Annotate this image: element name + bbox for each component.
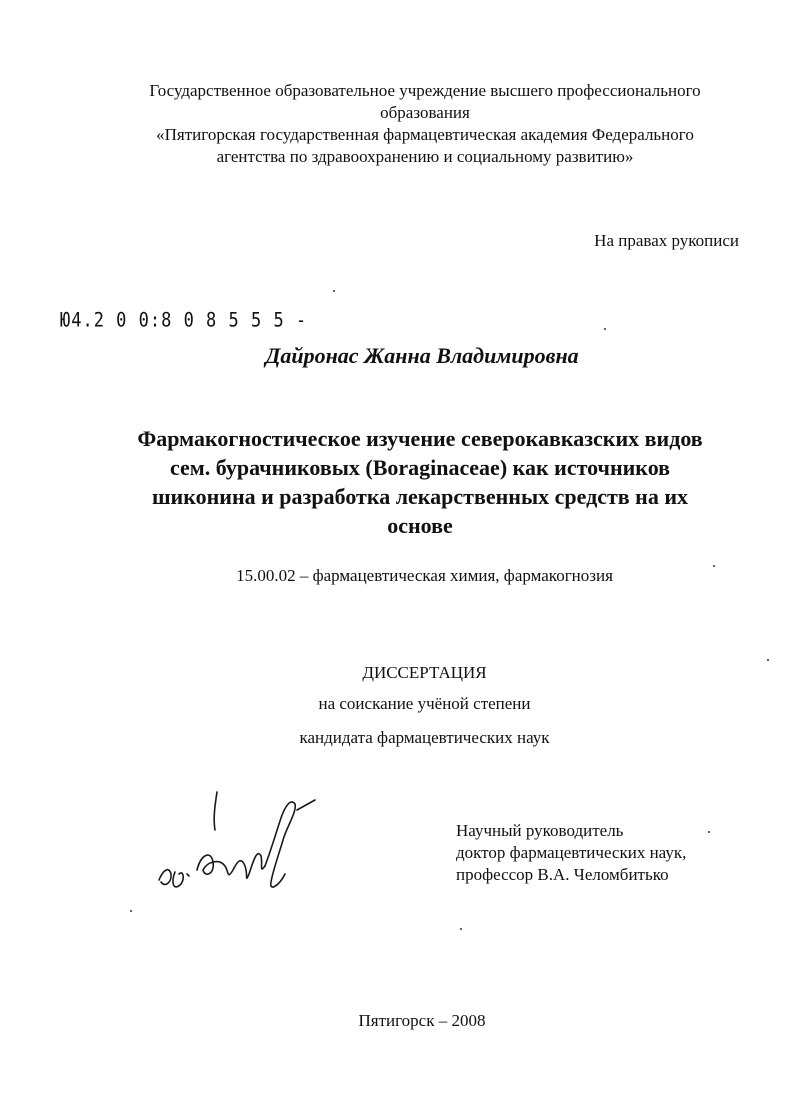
title-line: основе	[387, 513, 453, 538]
specialty-code: 15.00.02 – фармацевтическая химия, фармакогнозия	[236, 566, 613, 585]
institution-line: Государственное образовательное учреждение высшего профессионального	[149, 81, 701, 100]
institution-line: агентства по здравоохранению и социальному развитию»	[216, 147, 634, 166]
rights-notice: На правах рукописи	[594, 231, 739, 250]
scan-speck	[708, 831, 710, 833]
scan-speck	[130, 910, 132, 912]
institution-line: «Пятигорская государственная фармацевтическая академия Федерального	[156, 125, 694, 144]
degree-line: кандидата фармацевтических наук	[299, 728, 550, 747]
scan-speck	[767, 659, 769, 661]
dissertation-title	[95, 424, 745, 540]
supervisor-label: Научный руководитель	[456, 821, 624, 840]
scan-speck	[333, 290, 335, 292]
scan-speck	[604, 328, 606, 330]
handwritten-signature	[145, 770, 335, 910]
degree-line: на соискание учёной степени	[318, 694, 531, 713]
title-line: Фармакогностическое изучение северокавказских видов	[137, 426, 703, 451]
archive-stamp: Ю4.2 0 0:8 0 8 5 5 5 -	[60, 309, 308, 332]
city-year: Пятигорск – 2008	[358, 1011, 486, 1030]
institution-line: образования	[380, 103, 470, 122]
scan-speck	[460, 928, 462, 930]
supervisor-block	[456, 820, 686, 886]
title-line: шиконина и разработка лекарственных средств на их	[151, 484, 689, 509]
document-type: ДИССЕРТАЦИЯ	[362, 663, 487, 682]
title-line: сем. бурачниковых (Boraginaceae) как источников	[169, 455, 671, 480]
supervisor-degree: доктор фармацевтических наук,	[456, 843, 687, 862]
scan-speck	[713, 565, 715, 567]
institution-header	[100, 80, 750, 168]
author-name: Дайронас Жанна Владимировна	[265, 343, 579, 368]
supervisor-name: профессор В.А. Челомбитько	[456, 865, 669, 884]
